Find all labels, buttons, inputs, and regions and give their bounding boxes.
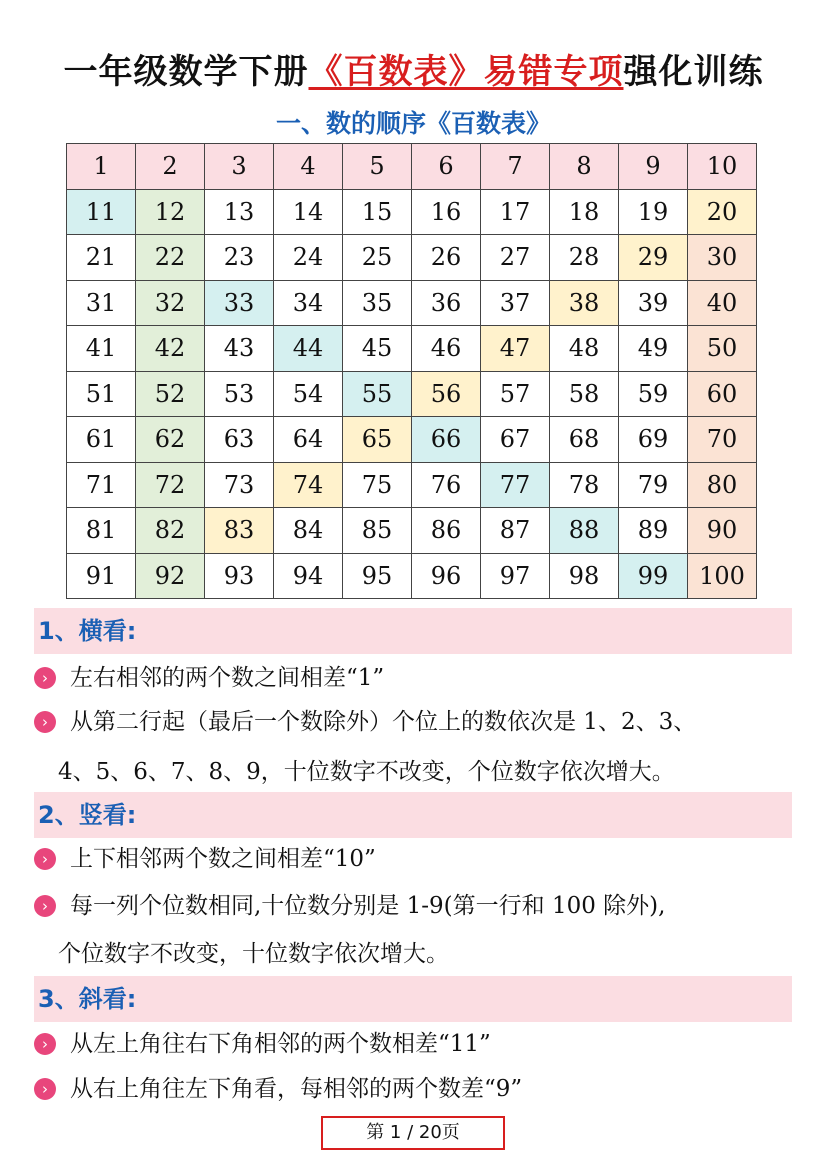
table-cell: 53 [205, 371, 274, 417]
table-cell: 56 [412, 371, 481, 417]
bullet-item: › 从右上角往左下角看，每相邻的两个数差“9” [34, 1073, 804, 1105]
table-cell: 84 [274, 508, 343, 554]
bullet-continuation: 4、5、6、7、8、9，十位数字不改变，个位数字依次增大。 [58, 759, 675, 785]
table-row [67, 371, 757, 417]
table-cell: 94 [274, 553, 343, 599]
chevron-right-icon: › [34, 711, 56, 733]
table-row [67, 462, 757, 508]
table-cell: 14 [274, 189, 343, 235]
table-cell: 16 [412, 189, 481, 235]
table-cell: 71 [67, 462, 136, 508]
bullet-continuation: 个位数字不改变，十位数字依次增大。 [58, 941, 449, 967]
table-cell: 29 [619, 235, 688, 281]
table-cell: 46 [412, 326, 481, 372]
table-cell: 82 [136, 508, 205, 554]
table-cell: 64 [274, 417, 343, 463]
chevron-right-icon: › [34, 667, 56, 689]
table-cell: 61 [67, 417, 136, 463]
table-cell: 44 [274, 326, 343, 372]
table-cell: 50 [688, 326, 757, 372]
table-cell: 57 [481, 371, 550, 417]
table-cell: 17 [481, 189, 550, 235]
table-cell: 43 [205, 326, 274, 372]
table-cell: 32 [136, 280, 205, 326]
table-cell: 91 [67, 553, 136, 599]
table-cell: 86 [412, 508, 481, 554]
table-cell: 49 [619, 326, 688, 372]
table-cell: 40 [688, 280, 757, 326]
table-cell: 73 [205, 462, 274, 508]
table-cell: 62 [136, 417, 205, 463]
table-cell: 12 [136, 189, 205, 235]
table-cell: 98 [550, 553, 619, 599]
table-cell: 54 [274, 371, 343, 417]
table-cell: 92 [136, 553, 205, 599]
table-cell: 4 [274, 144, 343, 190]
section-subtitle: 一、数的顺序《百数表》 [275, 109, 551, 138]
hundred-table [66, 143, 757, 599]
page-indicator: 第 1 / 20页 [321, 1116, 505, 1150]
table-cell: 60 [688, 371, 757, 417]
table-cell: 27 [481, 235, 550, 281]
table-cell: 9 [619, 144, 688, 190]
table-cell: 90 [688, 508, 757, 554]
table-row [67, 189, 757, 235]
title-highlight: 《百数表》易错专项 [308, 52, 624, 92]
table-cell: 76 [412, 462, 481, 508]
section-heading-horizontal: 1、横看: [34, 608, 792, 654]
table-cell: 77 [481, 462, 550, 508]
table-cell: 67 [481, 417, 550, 463]
table-cell: 74 [274, 462, 343, 508]
table-cell: 63 [205, 417, 274, 463]
table-cell: 15 [343, 189, 412, 235]
table-cell: 36 [412, 280, 481, 326]
table-cell: 19 [619, 189, 688, 235]
table-cell: 96 [412, 553, 481, 599]
table-cell: 100 [688, 553, 757, 599]
table-cell: 87 [481, 508, 550, 554]
table-cell: 89 [619, 508, 688, 554]
table-cell: 66 [412, 417, 481, 463]
bullet-item: › 每一列个位数相同,十位数分别是 1-9(第一行和 100 除外), [34, 890, 804, 922]
bullet-item: › 从第二行起（最后一个数除外）个位上的数依次是 1、2、3、 [34, 706, 804, 738]
table-cell: 24 [274, 235, 343, 281]
table-cell: 81 [67, 508, 136, 554]
table-cell: 33 [205, 280, 274, 326]
table-cell: 37 [481, 280, 550, 326]
table-cell: 83 [205, 508, 274, 554]
table-cell: 70 [688, 417, 757, 463]
table-cell: 88 [550, 508, 619, 554]
table-row [67, 417, 757, 463]
table-cell: 38 [550, 280, 619, 326]
table-cell: 13 [205, 189, 274, 235]
table-cell: 72 [136, 462, 205, 508]
table-cell: 34 [274, 280, 343, 326]
table-cell: 28 [550, 235, 619, 281]
table-cell: 68 [550, 417, 619, 463]
table-cell: 48 [550, 326, 619, 372]
table-cell: 79 [619, 462, 688, 508]
bullet-item: › 左右相邻的两个数之间相差“1” [34, 662, 804, 694]
chevron-right-icon: › [34, 1033, 56, 1055]
title-after: 强化训练 [623, 52, 764, 92]
page-title [0, 44, 827, 93]
table-cell: 75 [343, 462, 412, 508]
chevron-right-icon: › [34, 848, 56, 870]
table-cell: 8 [550, 144, 619, 190]
table-row [67, 235, 757, 281]
table-cell: 2 [136, 144, 205, 190]
table-cell: 25 [343, 235, 412, 281]
table-cell: 22 [136, 235, 205, 281]
table-row [67, 280, 757, 326]
table-cell: 69 [619, 417, 688, 463]
table-cell: 58 [550, 371, 619, 417]
table-cell: 10 [688, 144, 757, 190]
table-row [67, 553, 757, 599]
table-cell: 85 [343, 508, 412, 554]
section-heading-vertical: 2、竖看: [34, 792, 792, 838]
table-cell: 51 [67, 371, 136, 417]
table-cell: 65 [343, 417, 412, 463]
bullet-item: › 从左上角往右下角相邻的两个数相差“11” [34, 1028, 804, 1060]
table-cell: 95 [343, 553, 412, 599]
title-before: 一年级数学下册 [63, 52, 309, 92]
table-cell: 80 [688, 462, 757, 508]
table-cell: 41 [67, 326, 136, 372]
table-cell: 26 [412, 235, 481, 281]
bullet-item: › 上下相邻两个数之间相差“10” [34, 843, 804, 875]
table-cell: 23 [205, 235, 274, 281]
table-row [67, 508, 757, 554]
table-cell: 18 [550, 189, 619, 235]
table-cell: 55 [343, 371, 412, 417]
table-cell: 20 [688, 189, 757, 235]
table-row [67, 144, 757, 190]
table-cell: 5 [343, 144, 412, 190]
table-cell: 59 [619, 371, 688, 417]
table-cell: 6 [412, 144, 481, 190]
table-cell: 99 [619, 553, 688, 599]
table-cell: 97 [481, 553, 550, 599]
chevron-right-icon: › [34, 895, 56, 917]
table-cell: 21 [67, 235, 136, 281]
table-cell: 35 [343, 280, 412, 326]
table-cell: 39 [619, 280, 688, 326]
table-row [67, 326, 757, 372]
table-cell: 45 [343, 326, 412, 372]
table-cell: 31 [67, 280, 136, 326]
table-cell: 11 [67, 189, 136, 235]
table-cell: 3 [205, 144, 274, 190]
table-cell: 7 [481, 144, 550, 190]
chevron-right-icon: › [34, 1078, 56, 1100]
table-cell: 47 [481, 326, 550, 372]
table-cell: 42 [136, 326, 205, 372]
section-heading-diagonal: 3、斜看: [34, 976, 792, 1022]
table-cell: 93 [205, 553, 274, 599]
table-cell: 52 [136, 371, 205, 417]
table-cell: 1 [67, 144, 136, 190]
table-cell: 30 [688, 235, 757, 281]
table-cell: 78 [550, 462, 619, 508]
